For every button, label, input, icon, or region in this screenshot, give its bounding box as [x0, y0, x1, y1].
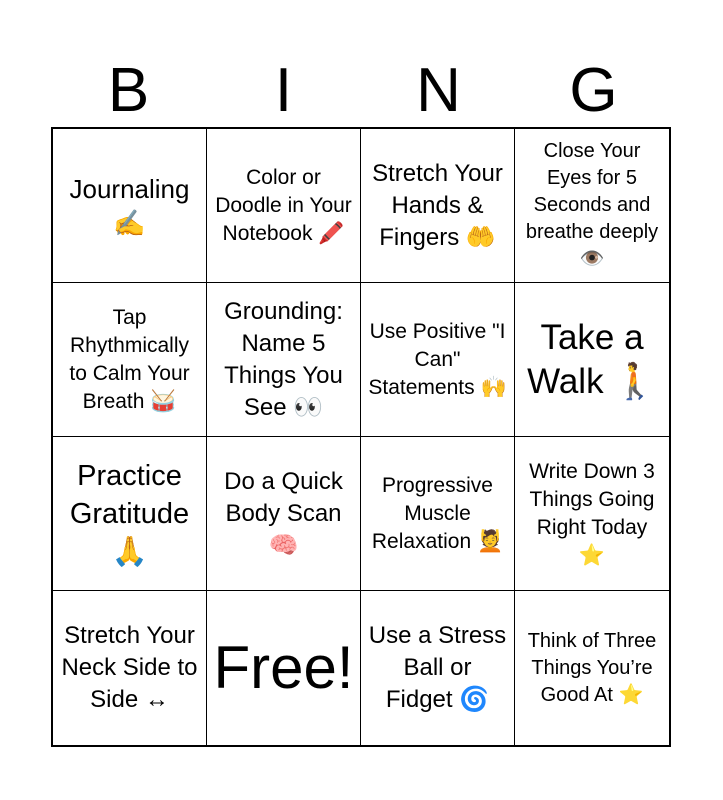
cell-text: Tap Rhythmically to Calm Your Breath 🥁: [69, 305, 190, 413]
bingo-cell[interactable]: [207, 437, 361, 591]
bingo-cell[interactable]: [53, 591, 207, 745]
bingo-cell[interactable]: [515, 283, 669, 437]
bingo-cell[interactable]: [361, 129, 515, 283]
bingo-header: [51, 55, 671, 127]
cell-text: Use Positive "I Can" Statements 🙌: [368, 319, 507, 399]
cell-text: Stretch Your Neck Side to Side ↔: [61, 622, 198, 713]
bingo-board: [51, 127, 671, 747]
cell-text: Close Your Eyes for 5 Seconds and breathe deeply 👁️: [525, 140, 659, 270]
header-letter-g: G: [569, 56, 618, 125]
bingo-cell[interactable]: [53, 437, 207, 591]
bingo-cell[interactable]: [515, 437, 669, 591]
bingo-cell[interactable]: [361, 283, 515, 437]
cell-text: Practice Gratitude 🙏: [69, 459, 190, 568]
cell-text: Think of Three Things You’re Good At ⭐: [527, 629, 657, 706]
cell-text: Stretch Your Hands & Fingers 🤲: [372, 159, 503, 251]
free-space-cell[interactable]: [207, 591, 361, 745]
bingo-cell[interactable]: [361, 437, 515, 591]
cell-text: Take a Walk 🚶: [527, 317, 657, 401]
bingo-cell[interactable]: [53, 283, 207, 437]
cell-text: Grounding: Name 5 Things You See 👀: [224, 297, 343, 421]
header-letter-n: N: [416, 56, 461, 125]
cell-text: Do a Quick Body Scan 🧠: [224, 467, 343, 559]
bingo-cell[interactable]: [515, 129, 669, 283]
cell-text: Write Down 3 Things Going Right Today ⭐: [529, 459, 655, 567]
header-letter-b: B: [107, 56, 150, 125]
cell-text: Progressive Muscle Relaxation 💆: [371, 473, 504, 553]
free-space-label: Free!: [213, 634, 354, 701]
bingo-cell[interactable]: [53, 129, 207, 283]
header-letter-i: I: [274, 56, 293, 125]
bingo-cell[interactable]: [207, 129, 361, 283]
bingo-cell[interactable]: [515, 591, 669, 745]
cell-text: Use a Stress Ball or Fidget 🌀: [368, 622, 507, 713]
cell-text: Journaling ✍️: [69, 173, 190, 238]
cell-text: Color or Doodle in Your Notebook 🖍️: [215, 165, 352, 245]
bingo-cell[interactable]: [207, 283, 361, 437]
bingo-cell[interactable]: [361, 591, 515, 745]
